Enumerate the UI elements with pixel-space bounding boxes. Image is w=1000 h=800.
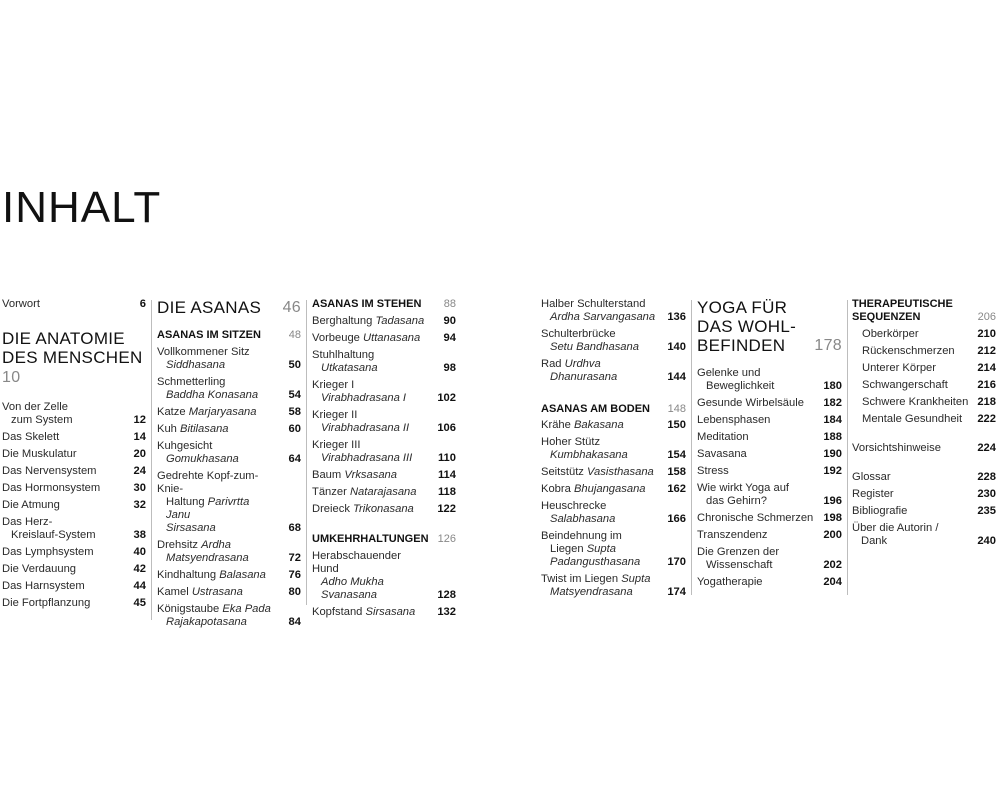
- toc-entry[interactable]: Vorbeuge Uttanasana 94: [312, 332, 456, 344]
- toc-column-wellbeing: [697, 298, 842, 589]
- toc-entry[interactable]: Baum Vrksasana 114: [312, 469, 456, 481]
- chapter-heading-asanas[interactable]: DIE ASANAS 46: [157, 298, 301, 317]
- toc-entry[interactable]: Rad Urdhva Dhanurasana 144: [541, 358, 686, 383]
- toc-entry[interactable]: Das Lymphsystem 40: [2, 546, 146, 558]
- toc-entry[interactable]: Hoher Stütz Kumbhakasana 154: [541, 436, 686, 461]
- toc-entry[interactable]: Dreieck Trikonasana 122: [312, 503, 456, 515]
- section-heading-therapy[interactable]: THERAPEUTISCHE SEQUENZEN 206: [852, 298, 996, 323]
- toc-column-anatomy: [2, 298, 146, 610]
- toc-entry[interactable]: Chronische Schmerzen 198: [697, 512, 842, 524]
- toc-entry[interactable]: Vorwort 6: [2, 298, 146, 310]
- toc-entry[interactable]: Die Atmung 32: [2, 499, 146, 511]
- toc-entry[interactable]: Herabschauender Hund Adho Mukha Svanasana 128: [312, 550, 456, 601]
- toc-entry[interactable]: Schulterbrücke Setu Bandhasana 140: [541, 328, 686, 353]
- toc-entry[interactable]: Schwangerschaft 216: [862, 379, 996, 391]
- toc-entry[interactable]: Heuschrecke Salabhasana 166: [541, 500, 686, 525]
- toc-entry[interactable]: Bibliografie 235: [852, 505, 996, 517]
- toc-entry[interactable]: Rückenschmerzen 212: [862, 345, 996, 357]
- page-title: INHALT: [2, 183, 162, 232]
- toc-entry[interactable]: Beindehnung im Liegen Supta Padangusthasana 170: [541, 530, 686, 568]
- toc-entry[interactable]: Yogatherapie 204: [697, 576, 842, 588]
- toc-entry[interactable]: Die Grenzen der Wissenschaft 202: [697, 546, 842, 571]
- toc-entry[interactable]: Vollkommener Sitz Siddhasana 50: [157, 346, 301, 371]
- toc-entry[interactable]: Katze Marjaryasana 58: [157, 406, 301, 418]
- toc-entry[interactable]: Kuh Bitilasana 60: [157, 423, 301, 435]
- toc-entry[interactable]: Das Nervensystem 24: [2, 465, 146, 477]
- toc-entry[interactable]: Die Verdauung 42: [2, 563, 146, 575]
- toc-entry[interactable]: Wie wirkt Yoga auf das Gehirn? 196: [697, 482, 842, 507]
- toc-entry[interactable]: Stress 192: [697, 465, 842, 477]
- toc-entry[interactable]: Halber Schulterstand Ardha Sarvangasana 136: [541, 298, 686, 323]
- toc-entry[interactable]: Krieger II Virabhadrasana II 106: [312, 409, 456, 434]
- toc-entry[interactable]: Das Hormonsystem 30: [2, 482, 146, 494]
- toc-entry[interactable]: Vorsichtshinweise 224: [852, 442, 996, 454]
- toc-entry[interactable]: Königstaube Eka Pada Rajakapotasana 84: [157, 603, 301, 628]
- toc-entry[interactable]: Das Skelett 14: [2, 431, 146, 443]
- toc-entry[interactable]: Twist im Liegen Supta Matsyendrasana 174: [541, 573, 686, 598]
- toc-entry[interactable]: Register 230: [852, 488, 996, 500]
- toc-entry[interactable]: Kuhgesicht Gomukhasana 64: [157, 440, 301, 465]
- toc-entry[interactable]: Kindhaltung Balasana 76: [157, 569, 301, 581]
- toc-entry[interactable]: Glossar 228: [852, 471, 996, 483]
- toc-entry[interactable]: Die Muskulatur 20: [2, 448, 146, 460]
- toc-entry[interactable]: Krieger I Virabhadrasana I 102: [312, 379, 456, 404]
- chapter-heading-anatomy[interactable]: DIE ANATOMIE DES MENSCHEN 10: [2, 329, 143, 386]
- toc-entry[interactable]: Schmetterling Baddha Konasana 54: [157, 376, 301, 401]
- toc-entry[interactable]: Kamel Ustrasana 80: [157, 586, 301, 598]
- toc-entry[interactable]: Krieger III Virabhadrasana III 110: [312, 439, 456, 464]
- toc-entry[interactable]: Schwere Krankheiten 218: [862, 396, 996, 408]
- toc-entry[interactable]: Krähe Bakasana 150: [541, 419, 686, 431]
- section-heading-standing[interactable]: ASANAS IM STEHEN 88: [312, 298, 456, 310]
- toc-entry[interactable]: Meditation 188: [697, 431, 842, 443]
- toc-entry[interactable]: Kopfstand Sirsasana 132: [312, 606, 456, 618]
- toc-column-asanas: [157, 298, 301, 629]
- toc-entry[interactable]: Über die Autorin / Dank 240: [852, 522, 996, 547]
- toc-entry[interactable]: Transzendenz 200: [697, 529, 842, 541]
- toc-column-floor: [541, 298, 686, 599]
- toc-entry[interactable]: Unterer Körper 214: [862, 362, 996, 374]
- toc-entry[interactable]: Stuhlhaltung Utkatasana 98: [312, 349, 456, 374]
- toc-entry[interactable]: Berghaltung Tadasana 90: [312, 315, 456, 327]
- toc-entry[interactable]: Kobra Bhujangasana 162: [541, 483, 686, 495]
- toc-entry[interactable]: Oberkörper 210: [862, 328, 996, 340]
- toc-entry[interactable]: Das Herz- Kreislauf-System 38: [2, 516, 146, 541]
- toc-entry[interactable]: Gelenke und Beweglichkeit 180: [697, 367, 842, 392]
- section-heading-inversions[interactable]: UMKEHRHALTUNGEN 126: [312, 533, 456, 545]
- toc-entry[interactable]: Drehsitz Ardha Matsyendrasana 72: [157, 539, 301, 564]
- toc-column-standing: [312, 298, 456, 619]
- toc-column-therapy: [852, 298, 996, 548]
- toc-entry[interactable]: Tänzer Natarajasana 118: [312, 486, 456, 498]
- column-divider: [847, 300, 848, 595]
- toc-entry[interactable]: Savasana 190: [697, 448, 842, 460]
- toc-entry[interactable]: Gesunde Wirbelsäule 182: [697, 397, 842, 409]
- chapter-heading-wellbeing[interactable]: YOGA FÜR DAS WOHL- BEFINDEN 178: [697, 298, 842, 355]
- toc-entry[interactable]: Das Harnsystem 44: [2, 580, 146, 592]
- toc-entry[interactable]: Lebensphasen 184: [697, 414, 842, 426]
- toc-entry[interactable]: Mentale Gesundheit 222: [862, 413, 996, 425]
- toc-entry[interactable]: Die Fortpflanzung 45: [2, 597, 146, 609]
- toc-entry[interactable]: Gedrehte Kopf-zum-Knie- Haltung Parivrtta Janu Sirsasana 68: [157, 470, 301, 534]
- toc-entry[interactable]: Seitstütz Vasisthasana 158: [541, 466, 686, 478]
- section-heading-floor[interactable]: ASANAS AM BODEN 148: [541, 403, 686, 415]
- toc-entry[interactable]: Von der Zelle zum System 12: [2, 401, 146, 426]
- column-divider: [306, 300, 307, 605]
- column-divider: [691, 300, 692, 595]
- section-heading-sitting[interactable]: ASANAS IM SITZEN 48: [157, 329, 301, 341]
- column-divider: [151, 300, 152, 620]
